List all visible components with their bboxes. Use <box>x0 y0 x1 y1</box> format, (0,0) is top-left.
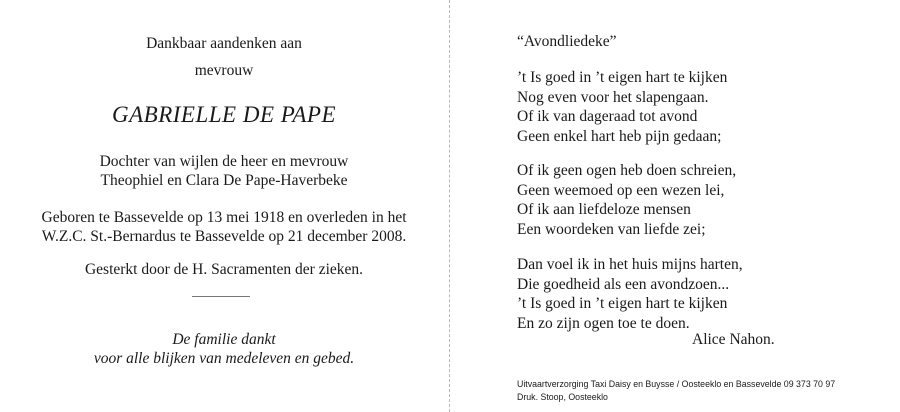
born-died-line-1: Geboren te Bassevelde op 13 mei 1918 en overleden in het <box>41 209 407 226</box>
poem-line: Een woordeken van liefde zei; <box>517 220 706 238</box>
intro-line-1: Dankbaar aandenken aan <box>146 35 302 52</box>
thanks-line-1: De familie dankt <box>172 331 276 348</box>
poem-title: “Avondliedeke” <box>517 33 617 50</box>
separator-line <box>192 296 250 297</box>
poem-author: Alice Nahon. <box>692 331 775 348</box>
poem-line: Die goedheid als een avondzoen... <box>517 275 730 293</box>
intro-line-2: mevrouw <box>194 62 254 79</box>
parents-line-2: Theophiel en Clara De Pape-Haverbeke <box>100 172 348 189</box>
sacraments-line: Gesterkt door de H. Sacramenten der zieken. <box>84 261 364 278</box>
left-panel <box>0 0 448 412</box>
poem-line: En zo zijn ogen toe te doen. <box>517 314 690 332</box>
poem-line: Geen weemoed op een wezen lei, <box>517 181 725 199</box>
poem-line: Dan voel ik in het huis mijns harten, <box>517 256 743 273</box>
poem-line: Geen enkel hart heb pijn gedaan; <box>517 127 722 145</box>
poem-line: ’t Is goed in ’t eigen hart te kijken <box>517 69 728 86</box>
printer-line: Druk. Stoop, Oosteeklo <box>517 392 608 402</box>
undertaker-line: Uitvaartverzorging Taxi Daisy en Buysse / Oosteeklo en Bassevelde 09 373 70 97 <box>517 379 836 389</box>
deceased-name: GABRIELLE DE PAPE <box>112 102 336 127</box>
poem-line: Of ik van dageraad tot avond <box>517 108 698 126</box>
fold-line <box>449 0 450 412</box>
poem-line: Nog even voor het slapengaan. <box>517 88 709 106</box>
poem-line: Of ik aan liefdeloze mensen <box>517 201 691 219</box>
parents-line-1: Dochter van wijlen de heer en mevrouw <box>99 153 349 170</box>
poem-line: Of ik geen ogen heb doen schreien, <box>517 162 737 179</box>
born-died-line-2: W.Z.C. St.-Bernardus te Bassevelde op 21 december 2008. <box>41 228 407 245</box>
right-panel <box>452 0 900 412</box>
poem-line: ’t Is goed in ’t eigen hart te kijken <box>517 295 728 313</box>
thanks-line-2: voor alle blijken van medeleven en gebed. <box>93 350 355 367</box>
